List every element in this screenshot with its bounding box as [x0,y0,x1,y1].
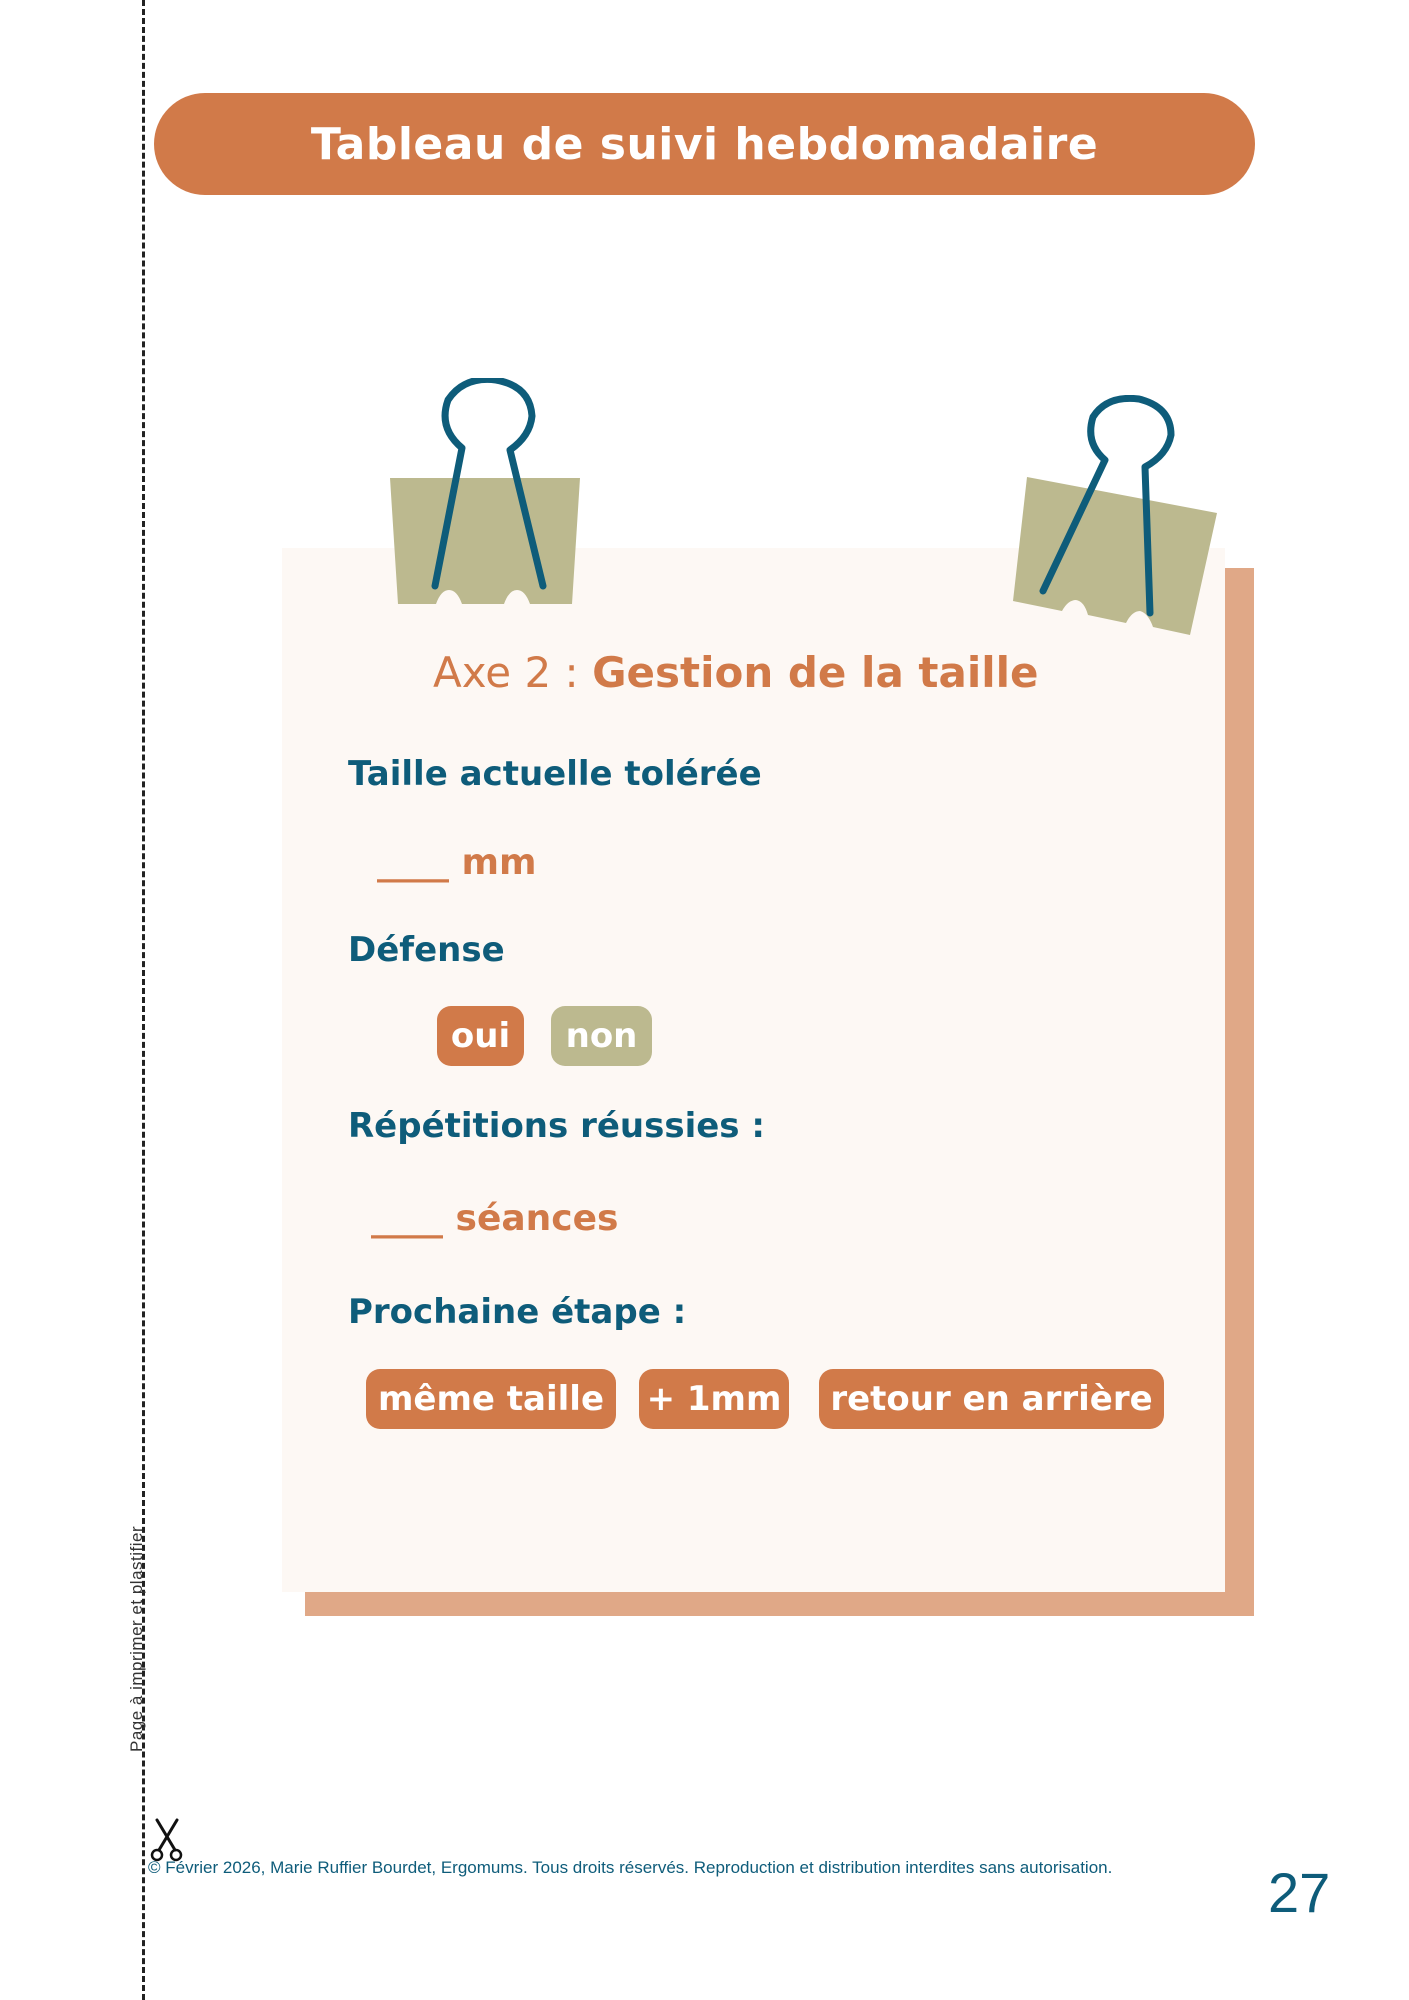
defense-no-option[interactable]: non [551,1006,652,1066]
scissors-icon [150,1818,184,1862]
next-step-go-back-option[interactable]: retour en arrière [819,1369,1164,1429]
next-step-same-size-option[interactable]: même taille [366,1369,616,1429]
next-step-plus-1mm-option[interactable]: + 1mm [639,1369,789,1429]
repetitions-blank[interactable]: ____ séances [371,1198,619,1239]
tolerated-size-blank[interactable]: ____ mm [377,842,537,883]
tracking-card [282,548,1225,1592]
axis-name: Gestion de la taille [592,648,1039,697]
print-instruction: Page à imprimer et plastifier [127,1525,146,1752]
binder-clip-icon [1005,395,1230,645]
binder-clip-icon [380,378,590,608]
axis-heading [433,648,1039,697]
axis-number: Axe 2 : [433,648,593,697]
defense-yes-option[interactable]: oui [437,1006,524,1066]
repetitions-label: Répétitions réussies : [348,1106,765,1146]
page-number: 27 [1268,1861,1331,1924]
copyright-notice: © Février 2026, Marie Ruffier Bourdet, Ergomums. Tous droits réservés. Reproduction et distribution interdites sans autorisation. [148,1858,1113,1877]
title-banner [154,93,1255,195]
page-title: Tableau de suivi hebdomadaire [310,118,1099,170]
tolerated-size-label: Taille actuelle tolérée [348,754,762,794]
defense-label: Défense [348,930,505,970]
next-step-label: Prochaine étape : [348,1292,687,1332]
